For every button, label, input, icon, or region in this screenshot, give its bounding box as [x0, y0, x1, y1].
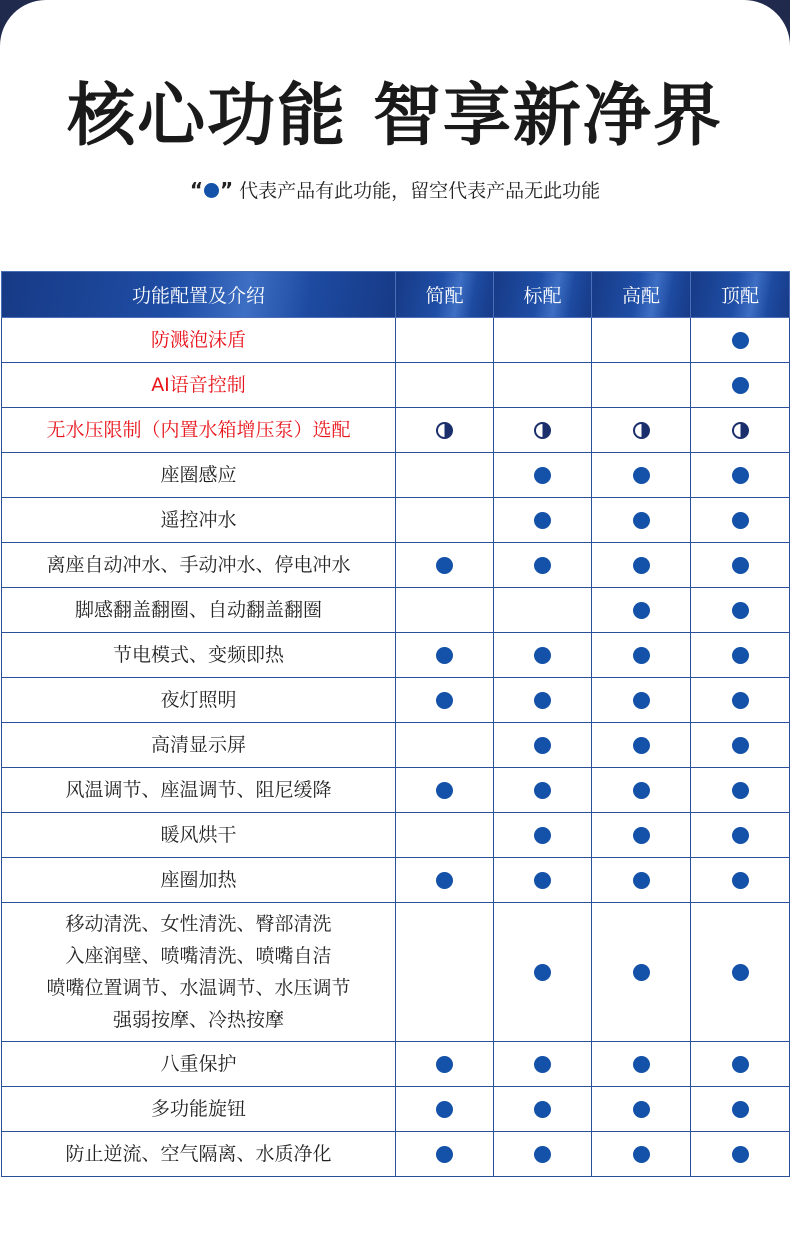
included-dot-icon — [732, 557, 749, 574]
feature-label-line: 无水压限制（内置水箱增压泵）选配 — [46, 419, 351, 441]
feature-cell — [691, 903, 790, 1042]
included-dot-icon — [633, 872, 650, 889]
feature-cell — [592, 1132, 691, 1177]
included-dot-icon — [732, 332, 749, 349]
feature-cell — [494, 858, 592, 903]
feature-cell — [396, 768, 494, 813]
feature-cell — [592, 813, 691, 858]
included-dot-icon — [633, 827, 650, 844]
included-dot-icon — [633, 467, 650, 484]
feature-cell — [691, 1042, 790, 1087]
feature-cell — [691, 543, 790, 588]
included-dot-icon — [732, 1146, 749, 1163]
included-dot-icon — [732, 827, 749, 844]
table-row — [2, 498, 790, 543]
included-dot-icon — [633, 737, 650, 754]
feature-label — [2, 363, 396, 408]
feature-cell — [494, 813, 592, 858]
feature-label-line: 暖风烘干 — [160, 824, 237, 846]
included-dot-icon — [436, 782, 453, 799]
feature-cell — [592, 453, 691, 498]
included-dot-icon — [732, 1056, 749, 1073]
feature-cell — [396, 903, 494, 1042]
feature-cell — [691, 858, 790, 903]
feature-label — [2, 498, 396, 543]
feature-cell — [396, 408, 494, 453]
included-dot-icon — [732, 964, 749, 981]
table-row — [2, 1087, 790, 1132]
optional-half-circle-icon — [633, 422, 650, 439]
included-dot-icon — [534, 692, 551, 709]
included-dot-icon — [436, 557, 453, 574]
feature-cell — [494, 498, 592, 543]
feature-cell — [691, 633, 790, 678]
feature-label-line: 喷嘴位置调节、水温调节、水压调节 — [46, 977, 351, 999]
feature-cell — [396, 1087, 494, 1132]
feature-cell — [396, 633, 494, 678]
table-row — [2, 453, 790, 498]
table-row — [2, 588, 790, 633]
feature-cell — [592, 318, 691, 363]
included-dot-icon — [633, 1056, 650, 1073]
legend-text: 代表产品有此功能，留空代表产品无此功能 — [239, 180, 601, 202]
header-top: 顶配 — [691, 272, 790, 318]
feature-cell — [396, 1132, 494, 1177]
included-dot-icon — [534, 467, 551, 484]
included-dot-icon — [534, 782, 551, 799]
feature-cell — [592, 498, 691, 543]
legend-open-quote: “ — [189, 178, 203, 202]
table-row — [2, 543, 790, 588]
feature-cell — [592, 1087, 691, 1132]
included-dot-icon — [436, 692, 453, 709]
feature-label-line: 入座润壁、喷嘴清洗、喷嘴自洁 — [65, 945, 332, 967]
feature-cell — [396, 588, 494, 633]
table-row — [2, 903, 790, 1042]
feature-label — [2, 1042, 396, 1087]
top-right-corner-decoration — [744, 0, 790, 46]
feature-cell — [494, 1087, 592, 1132]
feature-cell — [396, 858, 494, 903]
feature-cell — [494, 903, 592, 1042]
feature-cell — [592, 678, 691, 723]
feature-label-line: AI语音控制 — [151, 374, 246, 396]
table-row — [2, 363, 790, 408]
table-row — [2, 768, 790, 813]
feature-cell — [396, 318, 494, 363]
included-dot-icon — [534, 512, 551, 529]
feature-cell — [691, 813, 790, 858]
table-header-row — [2, 272, 790, 318]
table-row — [2, 633, 790, 678]
included-dot-icon — [633, 1146, 650, 1163]
feature-cell — [396, 543, 494, 588]
feature-label-line: 节电模式、变频即热 — [112, 644, 284, 666]
feature-label — [2, 858, 396, 903]
included-dot-icon — [732, 467, 749, 484]
feature-label — [2, 1087, 396, 1132]
feature-label — [2, 1132, 396, 1177]
feature-comparison-table — [1, 271, 790, 1177]
feature-cell — [691, 678, 790, 723]
included-dot-icon — [732, 737, 749, 754]
table-row — [2, 723, 790, 768]
feature-cell — [494, 1042, 592, 1087]
legend-dot-icon — [204, 183, 219, 198]
feature-cell — [494, 408, 592, 453]
feature-cell — [691, 768, 790, 813]
feature-label-line: 座圈加热 — [160, 869, 237, 891]
feature-cell — [592, 408, 691, 453]
feature-cell — [494, 453, 592, 498]
included-dot-icon — [633, 602, 650, 619]
feature-cell — [494, 318, 592, 363]
included-dot-icon — [633, 512, 650, 529]
feature-cell — [396, 723, 494, 768]
included-dot-icon — [534, 557, 551, 574]
included-dot-icon — [633, 692, 650, 709]
table-row — [2, 408, 790, 453]
feature-cell — [592, 768, 691, 813]
feature-cell — [592, 858, 691, 903]
included-dot-icon — [436, 872, 453, 889]
feature-cell — [592, 543, 691, 588]
table-body — [2, 318, 790, 1177]
feature-cell — [691, 723, 790, 768]
included-dot-icon — [633, 557, 650, 574]
feature-cell — [592, 588, 691, 633]
feature-cell — [396, 363, 494, 408]
page-title: 核心功能 智享新净界 — [67, 77, 723, 156]
included-dot-icon — [436, 1101, 453, 1118]
table-row — [2, 1042, 790, 1087]
feature-label — [2, 318, 396, 363]
feature-label — [2, 768, 396, 813]
feature-cell — [691, 363, 790, 408]
top-left-corner-decoration — [0, 0, 46, 46]
feature-cell — [691, 1132, 790, 1177]
feature-cell — [494, 633, 592, 678]
included-dot-icon — [732, 602, 749, 619]
included-dot-icon — [534, 872, 551, 889]
included-dot-icon — [732, 782, 749, 799]
optional-half-circle-icon — [732, 422, 749, 439]
feature-label-line: 脚感翻盖翻圈、自动翻盖翻圈 — [74, 599, 322, 621]
included-dot-icon — [633, 1101, 650, 1118]
feature-label-line: 高清显示屏 — [150, 734, 246, 756]
included-dot-icon — [436, 1146, 453, 1163]
feature-label-line: 离座自动冲水、手动冲水、停电冲水 — [46, 554, 351, 576]
feature-label-line: 防溅泡沫盾 — [150, 329, 246, 351]
feature-cell — [691, 1087, 790, 1132]
feature-label — [2, 723, 396, 768]
feature-cell — [396, 453, 494, 498]
feature-label-line: 强弱按摩、冷热按摩 — [112, 1009, 284, 1031]
included-dot-icon — [436, 1056, 453, 1073]
optional-half-circle-icon — [436, 422, 453, 439]
optional-half-circle-icon — [534, 422, 551, 439]
included-dot-icon — [732, 692, 749, 709]
feature-label-line: 座圈感应 — [160, 464, 237, 486]
feature-cell — [592, 633, 691, 678]
header-standard: 标配 — [494, 272, 592, 318]
feature-cell — [494, 363, 592, 408]
table-row — [2, 858, 790, 903]
legend-close-quote: ” — [219, 178, 234, 202]
included-dot-icon — [534, 827, 551, 844]
feature-cell — [396, 1042, 494, 1087]
included-dot-icon — [732, 647, 749, 664]
feature-label-line: 风温调节、座温调节、阻尼缓降 — [65, 779, 332, 801]
feature-cell — [691, 318, 790, 363]
feature-cell — [396, 813, 494, 858]
included-dot-icon — [534, 1146, 551, 1163]
feature-label-line: 防止逆流、空气隔离、水质净化 — [65, 1143, 332, 1165]
included-dot-icon — [534, 1101, 551, 1118]
table-row — [2, 1132, 790, 1177]
feature-label — [2, 543, 396, 588]
included-dot-icon — [732, 872, 749, 889]
included-dot-icon — [534, 964, 551, 981]
included-dot-icon — [534, 647, 551, 664]
included-dot-icon — [633, 782, 650, 799]
feature-cell — [592, 723, 691, 768]
feature-label — [2, 633, 396, 678]
included-dot-icon — [436, 647, 453, 664]
feature-cell — [691, 408, 790, 453]
feature-label-line: 夜灯照明 — [160, 689, 237, 711]
table-row — [2, 678, 790, 723]
feature-cell — [691, 498, 790, 543]
header-high: 高配 — [592, 272, 691, 318]
feature-label — [2, 588, 396, 633]
feature-cell — [691, 588, 790, 633]
feature-cell — [494, 1132, 592, 1177]
included-dot-icon — [633, 964, 650, 981]
feature-cell — [494, 588, 592, 633]
header-feature: 功能配置及介绍 — [2, 272, 396, 318]
feature-cell — [494, 768, 592, 813]
feature-cell — [396, 498, 494, 543]
feature-cell — [494, 543, 592, 588]
included-dot-icon — [534, 737, 551, 754]
feature-label — [2, 453, 396, 498]
feature-label — [2, 903, 396, 1042]
feature-label — [2, 678, 396, 723]
feature-cell — [494, 723, 592, 768]
feature-label — [2, 408, 396, 453]
feature-cell — [494, 678, 592, 723]
legend — [0, 176, 790, 205]
feature-cell — [396, 678, 494, 723]
feature-label-line: 多功能旋钮 — [150, 1098, 246, 1120]
included-dot-icon — [633, 647, 650, 664]
included-dot-icon — [534, 1056, 551, 1073]
feature-label — [2, 813, 396, 858]
feature-cell — [592, 1042, 691, 1087]
feature-cell — [592, 363, 691, 408]
table-row — [2, 318, 790, 363]
included-dot-icon — [732, 1101, 749, 1118]
feature-cell — [691, 453, 790, 498]
feature-label-line: 遥控冲水 — [160, 509, 237, 531]
feature-cell — [592, 903, 691, 1042]
table-row — [2, 813, 790, 858]
feature-label-line: 移动清洗、女性清洗、臀部清洗 — [65, 913, 332, 935]
header-basic: 简配 — [396, 272, 494, 318]
included-dot-icon — [732, 512, 749, 529]
feature-label-line: 八重保护 — [160, 1053, 237, 1075]
included-dot-icon — [732, 377, 749, 394]
